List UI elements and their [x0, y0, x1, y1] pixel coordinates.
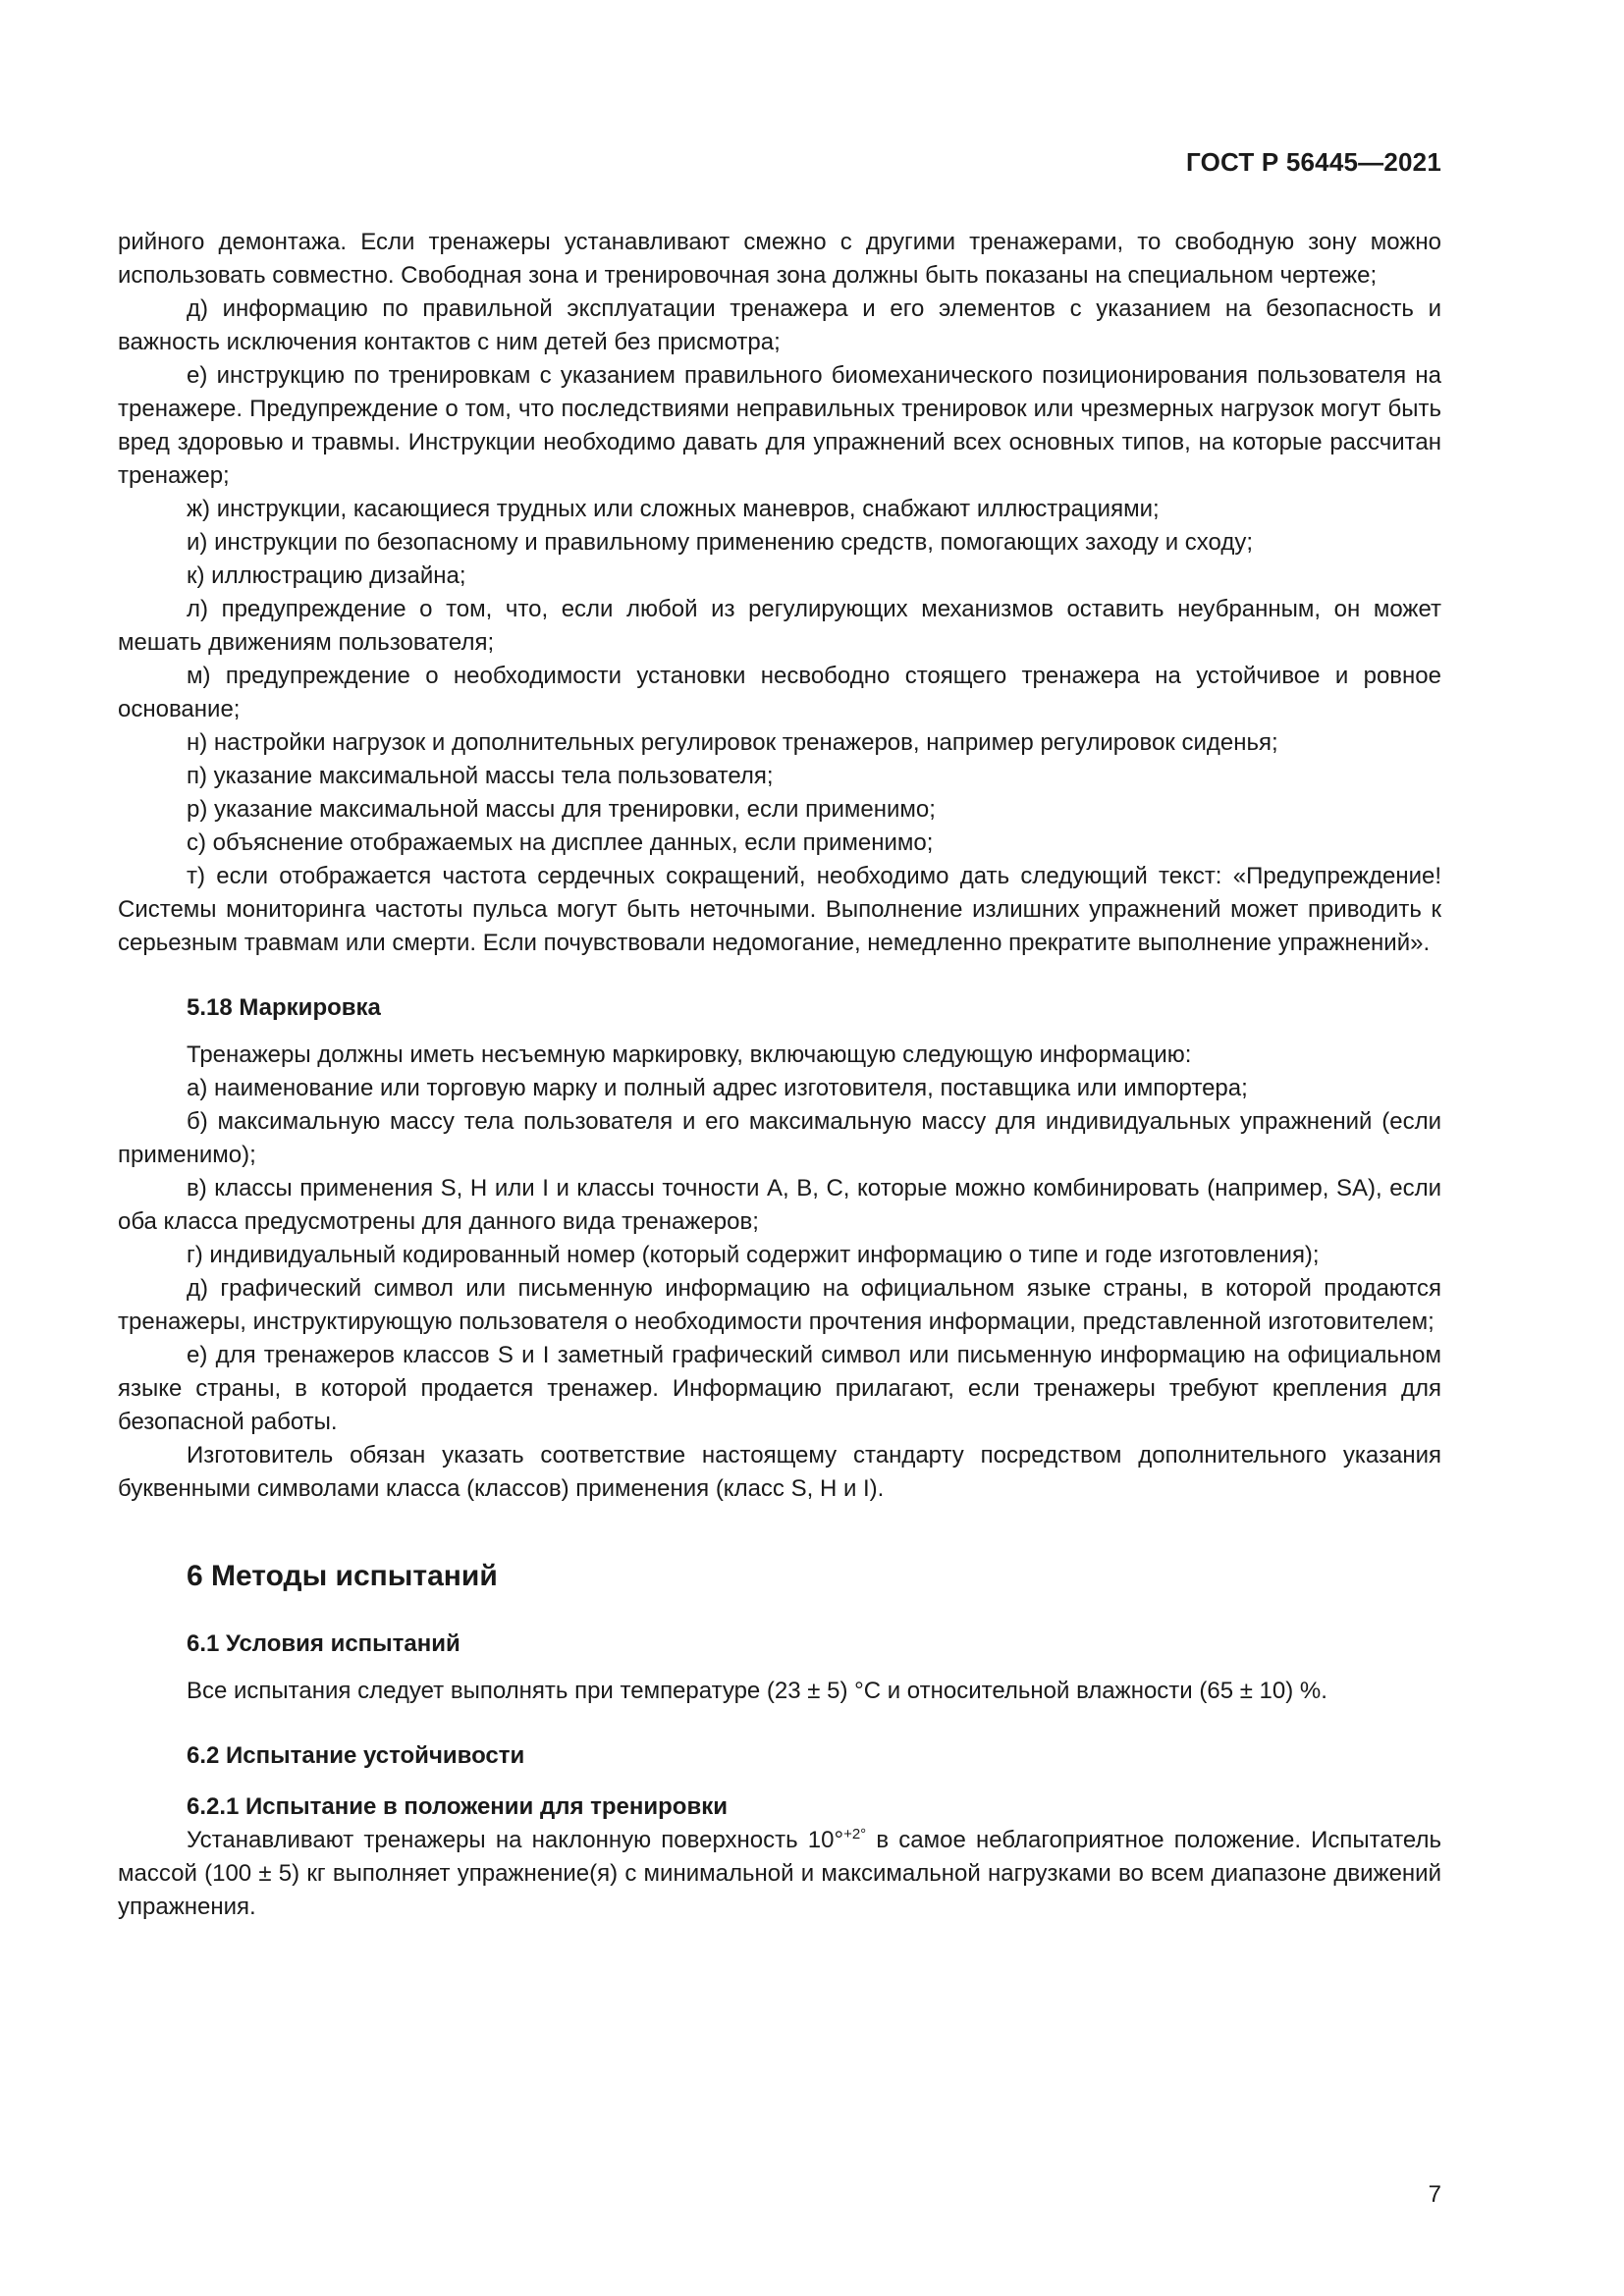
list-item-r: р) указание максимальной массы для тренировки, если применимо;	[187, 796, 936, 823]
list-item-d: д) информацию по правильной эксплуатации тренажера и его элементов с указанием на безопасность и важность исключения контактов с ним детей без присмотра;	[118, 295, 1441, 355]
test-text-end: в самое неблагоприятное положение. Испытатель массой (100 ± 5) кг выполняет упражнение(я) с минимальной и максимальной нагрузками во всем диапазоне движений упражнения.	[118, 1827, 1441, 1920]
marking-item-a: а) наименование или торговую марку и полный адрес изготовителя, поставщика или импортера;	[187, 1075, 1248, 1101]
subsection-heading-6-2-1: 6.2.1 Испытание в положении для тренировки	[187, 1793, 728, 1820]
angle-tolerance: +2°	[843, 1826, 867, 1842]
document-code: ГОСТ Р 56445—2021	[1186, 147, 1441, 177]
marking-item-e: е) для тренажеров классов S и I заметный графический символ или письменную информацию на официальном языке страны, в которой продается тренажер. Информацию прилагают, если тренажеры требуют крепления для безопасной работы.	[118, 1342, 1441, 1435]
section-heading-6: 6 Методы испытаний	[187, 1560, 498, 1592]
marking-item-g: г) индивидуальный кодированный номер (который содержит информацию о типе и годе изготовления);	[187, 1242, 1320, 1268]
test-text-start: Устанавливают тренажеры на наклонную поверхность 10°	[187, 1827, 844, 1853]
list-item-i: и) инструкции по безопасному и правильному применению средств, помогающих заходу и сходу;	[187, 529, 1253, 556]
paragraph-continuation: рийного демонтажа. Если тренажеры устанавливают смежно с другими тренажерами, то свободную зону можно использовать совместно. Свободная зона и тренировочная зона должны быть показаны на специальном чертеже;	[118, 229, 1441, 289]
list-item-t: т) если отображается частота сердечных сокращений, необходимо дать следующий текст: «Предупреждение! Системы мониторинга частоты пульса могут быть неточными. Выполнение излишних упражнений может приводить к серьезным травмам или смерти. Если почувствовали недомогание, немедленно прекратите выполнение упражнений».	[118, 863, 1441, 956]
page-content	[118, 226, 1441, 1924]
test-procedure-text	[118, 1824, 1441, 1924]
marking-final: Изготовитель обязан указать соответствие настоящему стандарту посредством дополнительного указания буквенными символами класса (классов) применения (класс S, H и I).	[118, 1442, 1441, 1502]
list-item-p: п) указание максимальной массы тела пользователя;	[187, 763, 774, 789]
page-number: 7	[1428, 2181, 1441, 2208]
list-item-e: е) инструкцию по тренировкам с указанием правильного биомеханического позиционирования пользователя на тренажере. Предупреждение о том, что последствиями неправильных тренировок или чрезмерных нагрузок могут быть вред здоровью и травмы. Инструкции необходимо давать для упражнений всех основных типов, на которые рассчитан тренажер;	[118, 362, 1441, 489]
subsection-heading-6-1: 6.1 Условия испытаний	[187, 1630, 460, 1657]
marking-intro: Тренажеры должны иметь несъемную маркировку, включающую следующую информацию:	[187, 1041, 1192, 1068]
marking-item-v: в) классы применения S, H или I и классы точности A, B, C, которые можно комбинировать (например, SA), если оба класса предусмотрены для данного вида тренажеров;	[118, 1175, 1441, 1235]
marking-item-d: д) графический символ или письменную информацию на официальном языке страны, в которой продаются тренажеры, инструктирующую пользователя о необходимости прочтения информации, представленной изготовителем;	[118, 1275, 1441, 1335]
document-page	[118, 0, 1441, 2296]
test-conditions-text: Все испытания следует выполнять при температуре (23 ± 5) °С и относительной влажности (65 ± 10) %.	[187, 1678, 1327, 1704]
subsection-heading-6-2: 6.2 Испытание устойчивости	[187, 1742, 525, 1769]
list-item-n: н) настройки нагрузок и дополнительных регулировок тренажеров, например регулировок сиденья;	[187, 729, 1278, 756]
list-item-zh: ж) инструкции, касающиеся трудных или сложных маневров, снабжают иллюстрациями;	[187, 496, 1160, 522]
list-item-m: м) предупреждение о необходимости установки несвободно стоящего тренажера на устойчивое и ровное основание;	[118, 663, 1441, 722]
list-item-k: к) иллюстрацию дизайна;	[187, 562, 466, 589]
list-item-s: с) объяснение отображаемых на дисплее данных, если применимо;	[187, 829, 934, 856]
list-item-l: л) предупреждение о том, что, если любой из регулирующих механизмов оставить неубранным, он может мешать движениям пользователя;	[118, 596, 1441, 656]
marking-item-b: б) максимальную массу тела пользователя и его максимальную массу для индивидуальных упражнений (если применимо);	[118, 1108, 1441, 1168]
subsection-heading-5-18: 5.18 Маркировка	[187, 994, 381, 1021]
